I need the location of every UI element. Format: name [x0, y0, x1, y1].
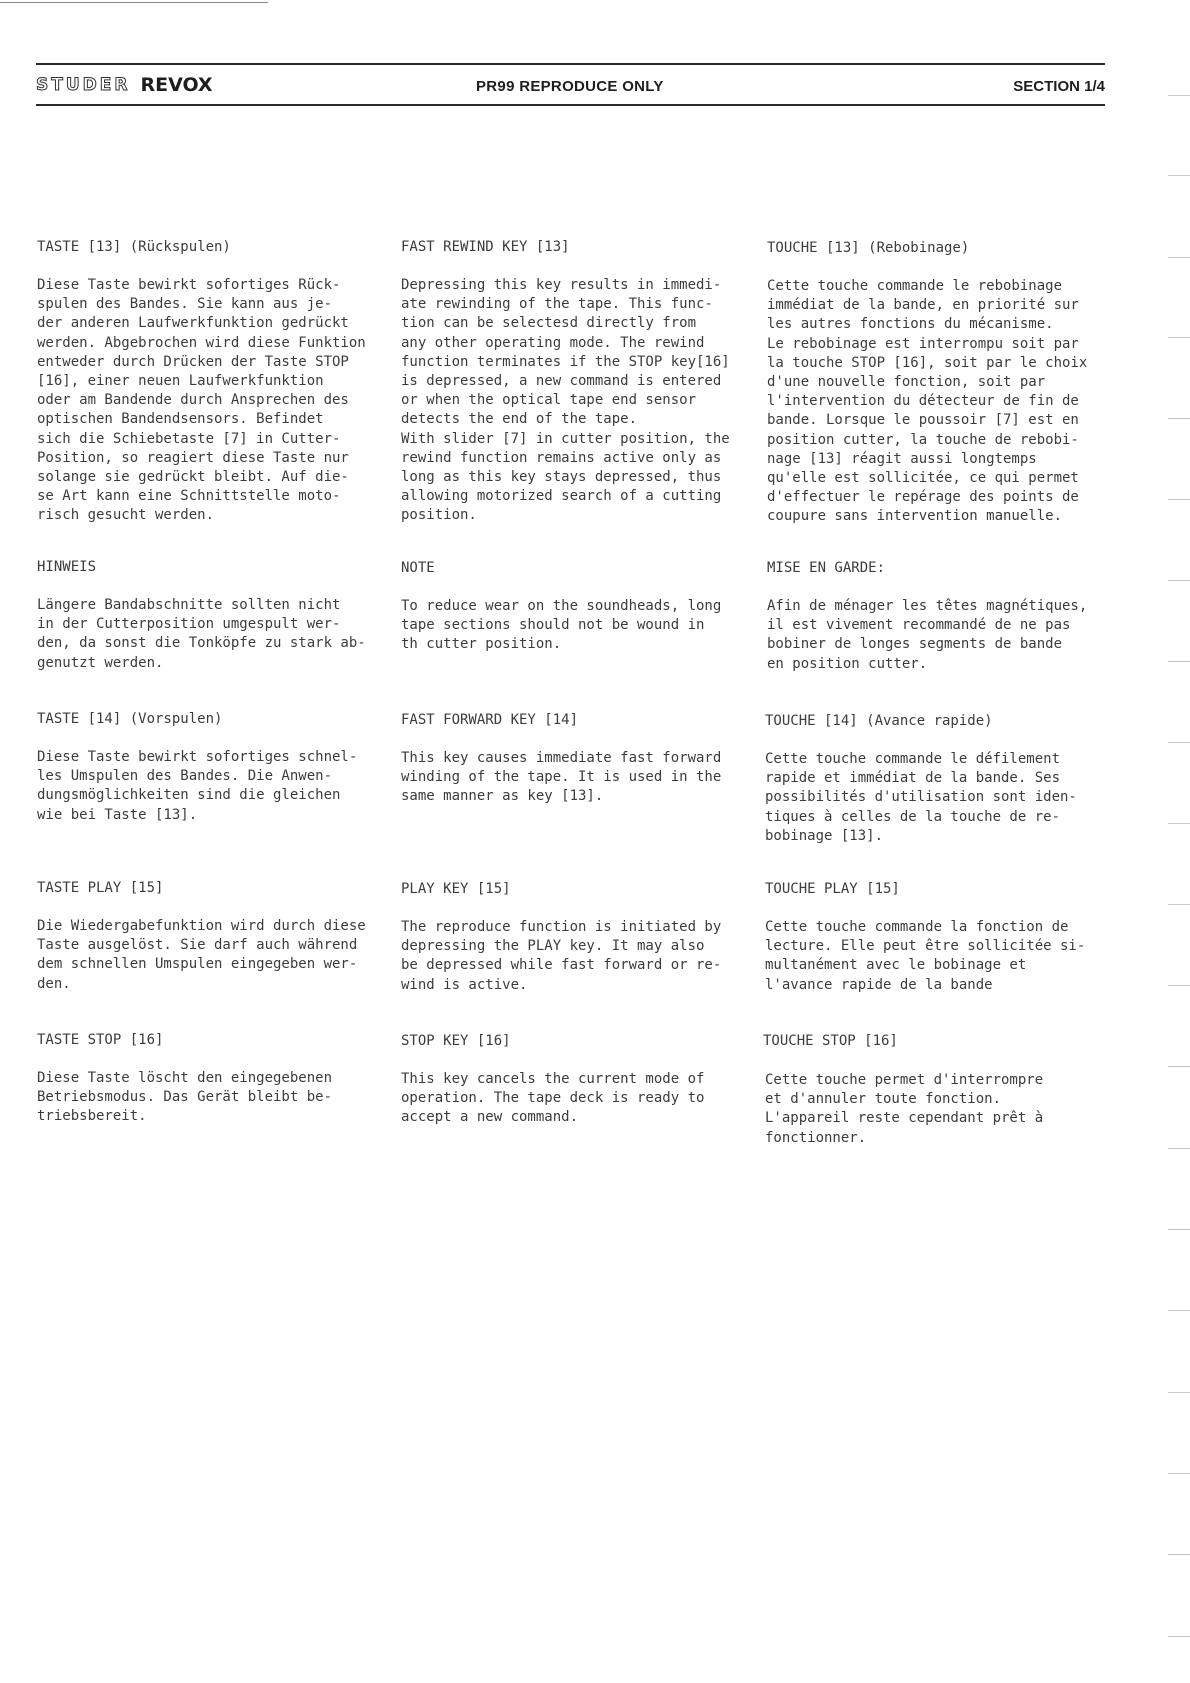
block-16-fr-heading: TOUCHE STOP [16]	[763, 1033, 898, 1049]
margin-tick	[1168, 257, 1190, 258]
studer-revox-logo	[36, 75, 213, 95]
block-15-en-heading: PLAY KEY [15]	[401, 881, 511, 897]
note-de-heading: HINWEIS	[37, 559, 97, 575]
block-13-de-heading: TASTE [13] (Rückspulen)	[37, 239, 231, 255]
note-en-heading: NOTE	[401, 560, 435, 576]
margin-tick	[1168, 1310, 1190, 1311]
block-13-en-heading: FAST REWIND KEY [13]	[401, 239, 570, 255]
margin-tick	[1168, 499, 1190, 500]
margin-tick	[1168, 1392, 1190, 1393]
block-13-fr-heading: TOUCHE [13] (Rebobinage)	[767, 240, 970, 256]
block-15-en-text: The reproduce function is initiated by depressing the PLAY key. It may also be depressed while fast forward or re- wind is active.	[401, 919, 722, 993]
margin-tick	[1168, 1066, 1190, 1067]
note-de-text: Längere Bandabschnitte sollten nicht in der Cutterposition umgespult wer- den, da sonst die Tonköpfe zu stark ab- genutzt werden.	[37, 597, 366, 671]
block-13-fr-text: Cette touche commande le rebobinage immédiat de la bande, en priorité sur les autres fonctions du mécanisme. Le rebobinage est interrompu soit par la touche STOP [16], soit par le choix d'une nouvelle fonction, soit par l'intervention du détecteur de fin de bande. Lorsque le poussoir [7] est en position cutter, la touche de rebobi- nage [13] réagit aussi longtemps qu'elle est sollicitée, ce qui permet d'effectuer le repérage des points de coupure sans intervention manuelle.	[767, 278, 1088, 525]
block-15-fr-text: Cette touche commande la fonction de lecture. Elle peut être sollicitée si- multanément avec le bobinage et l'avance rapide de la bande	[765, 919, 1086, 993]
margin-tick	[1168, 823, 1190, 824]
block-14-en-heading: FAST FORWARD KEY [14]	[401, 712, 579, 728]
margin-tick	[1168, 742, 1190, 743]
block-16-de-text: Diese Taste löscht den eingegebenen Betriebsmodus. Das Gerät bleibt be- triebsbereit.	[37, 1070, 333, 1125]
logo-studer-text: STUDER	[36, 75, 131, 95]
margin-tick	[1168, 95, 1190, 96]
block-14-de-heading: TASTE [14] (Vorspulen)	[37, 711, 223, 727]
margin-tick	[1168, 904, 1190, 905]
page-header	[36, 63, 1105, 106]
block-16-fr-text: Cette touche permet d'interrompre et d'annuler toute fonction. L'appareil reste cependant prêt à fonctionner.	[765, 1072, 1044, 1146]
block-14-fr-heading: TOUCHE [14] (Avance rapide)	[765, 713, 993, 729]
block-13-de-text: Diese Taste bewirkt sofortiges Rück- spulen des Bandes. Sie kann aus je- der anderen Laufwerkfunktion gedrückt werden. Abgebrochen wird diese Funktion entweder durch Drücken der Taste STOP [16], einer neuen Laufwerkfunktion oder am Bandende durch Ansprechen des optischen Bandendsensors. Befindet sich die Schiebetaste [7] in Cutter- Position, so reagiert diese Taste nur solange sie gedrückt bleibt. Auf die- se Art kann eine Schnittstelle moto- risch gesucht werden.	[37, 277, 366, 524]
section-number: SECTION 1/4	[1013, 78, 1105, 95]
margin-tick	[1168, 175, 1190, 176]
block-14-de-text: Diese Taste bewirkt sofortiges schnel- les Umspulen des Bandes. Die Anwen- dungsmöglichkeiten sind die gleichen wie bei Taste [13].	[37, 749, 358, 823]
note-fr-text: Afin de ménager les têtes magnétiques, il est vivement recommandé de ne pas bobiner de longes segments de bande en position cutter.	[767, 598, 1088, 672]
margin-tick	[1168, 985, 1190, 986]
block-14-en-text: This key causes immediate fast forward winding of the tape. It is used in the same manner as key [13].	[401, 750, 722, 805]
block-16-en-heading: STOP KEY [16]	[401, 1033, 511, 1049]
margin-tick	[1168, 661, 1190, 662]
block-15-de-heading: TASTE PLAY [15]	[37, 880, 164, 896]
note-fr-heading: MISE EN GARDE:	[767, 560, 886, 576]
block-16-de-heading: TASTE STOP [16]	[37, 1032, 164, 1048]
note-en-text: To reduce wear on the soundheads, long tape sections should not be wound in th cutter position.	[401, 598, 722, 653]
scan-artifact-line	[0, 2, 268, 3]
margin-tick	[1168, 337, 1190, 338]
margin-tick	[1168, 1554, 1190, 1555]
logo-revox-text: REVOX	[140, 74, 213, 96]
margin-tick	[1168, 1229, 1190, 1230]
margin-tick	[1168, 1148, 1190, 1149]
margin-tick	[1168, 1473, 1190, 1474]
margin-tick	[1168, 580, 1190, 581]
block-14-fr-text: Cette touche commande le défilement rapide et immédiat de la bande. Ses possibilités d'utilisation sont iden- tiques à celles de la touche de re- bobinage [13].	[765, 751, 1077, 844]
block-15-fr-heading: TOUCHE PLAY [15]	[765, 881, 900, 897]
block-16-en-text: This key cancels the current mode of operation. The tape deck is ready to accept a new command.	[401, 1071, 705, 1126]
block-13-en-text: Depressing this key results in immedi- ate rewinding of the tape. This func- tion can be selectesd directly from any other operating mode. The rewind function terminates if the STOP key[16] is depressed, a new command is entered or when the optical tape end sensor detects the end of the tape. With slider [7] in cutter position, the rewind function remains active only as long as this key stays depressed, thus allowing motorized search of a cutting position.	[401, 277, 730, 524]
margin-tick	[1168, 418, 1190, 419]
block-15-de-text: Die Wiedergabefunktion wird durch diese Taste ausgelöst. Sie darf auch während dem schnellen Umspulen eingegeben wer- den.	[37, 918, 366, 992]
margin-tick	[1168, 1636, 1190, 1637]
page-title: PR99 REPRODUCE ONLY	[476, 78, 664, 95]
